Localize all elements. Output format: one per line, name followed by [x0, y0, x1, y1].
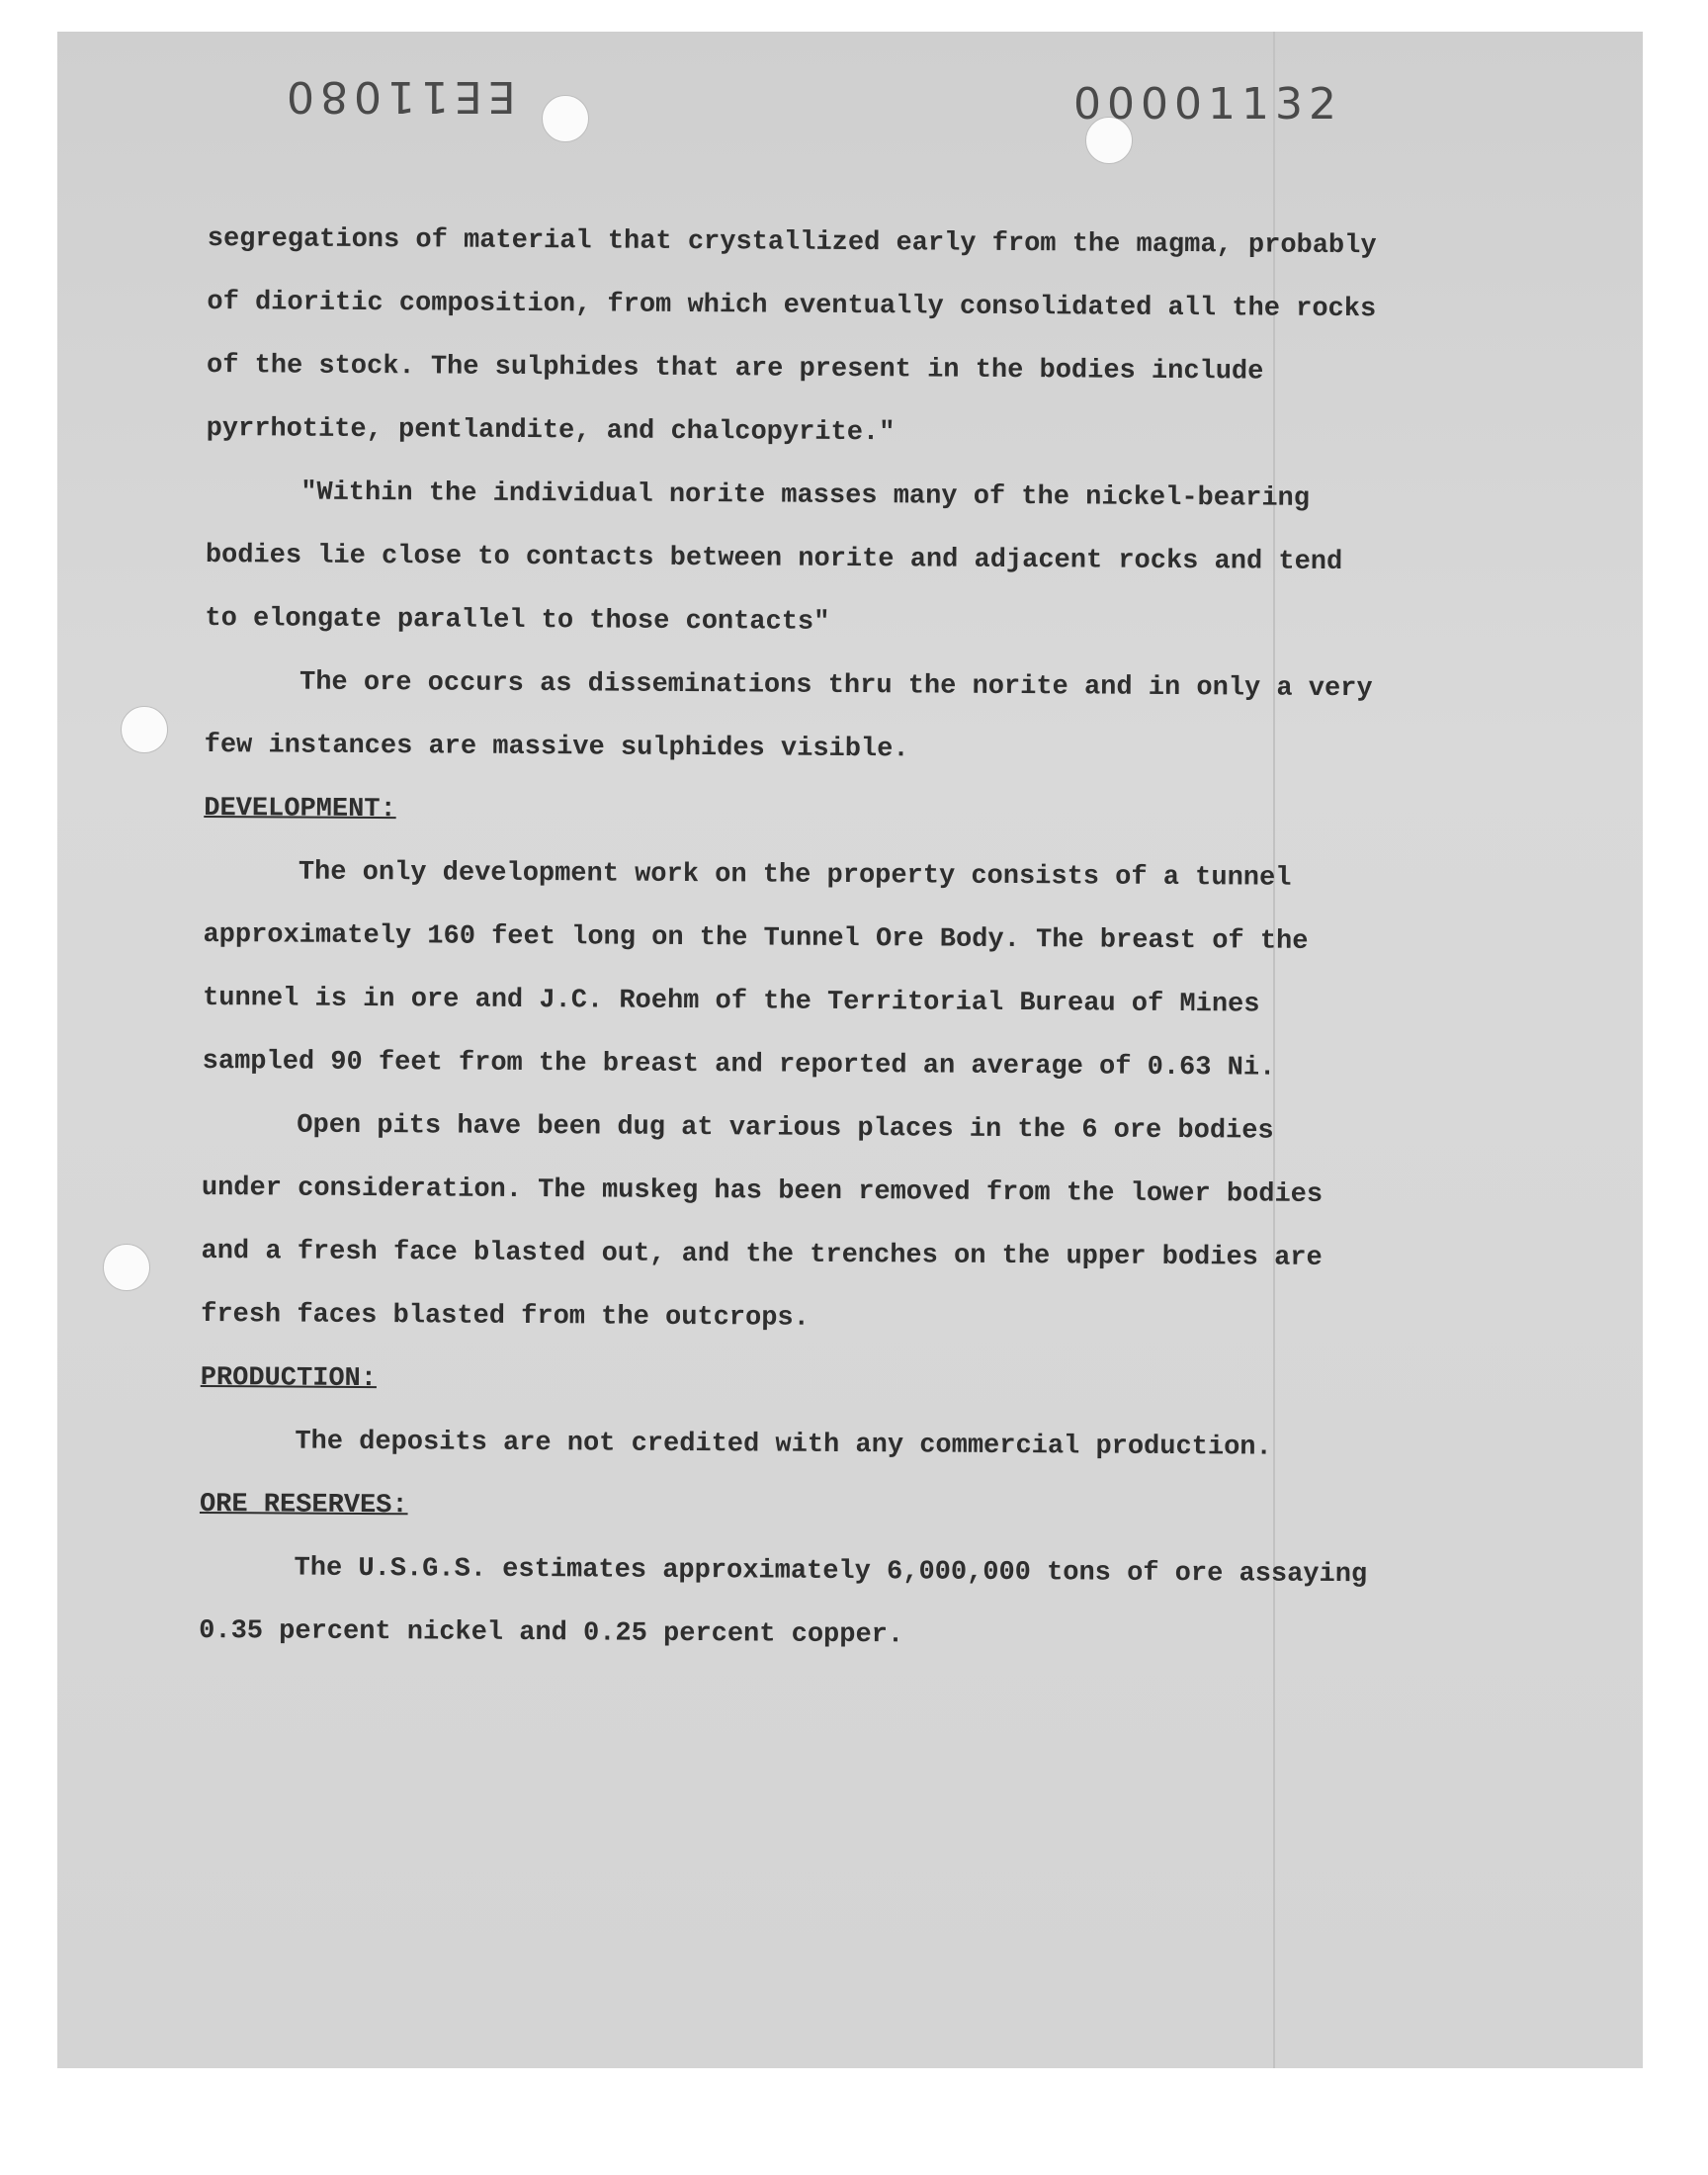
- document-body: [199, 208, 1512, 1671]
- text-line: segregations of material that crystallized early from the magma, probably: [207, 223, 1377, 262]
- section-heading-ore-reserves: ORE RESERVES:: [199, 1489, 408, 1522]
- text-line: to elongate parallel to those contacts": [205, 603, 830, 638]
- text-line: bodies lie close to contacts between norite and adjacent rocks and tend: [205, 540, 1343, 578]
- text-line: The only development work on the property consists of a tunnel: [298, 857, 1292, 894]
- text-line: few instances are massive sulphides visible.: [204, 730, 909, 765]
- punch-hole-middle: [121, 706, 168, 753]
- text-line: 0.35 percent nickel and 0.25 percent copper.: [199, 1615, 904, 1651]
- text-line: of dioritic composition, from which eventually consolidated all the rocks: [207, 287, 1377, 325]
- text-line: approximately 160 feet long on the Tunnel Ore Body. The breast of the: [203, 919, 1309, 957]
- text-line: under consideration. The muskeg has been removed from the lower bodies: [201, 1173, 1324, 1210]
- punch-hole-top-left: [542, 95, 589, 142]
- text-line: and a fresh face blasted out, and the trenches on the upper bodies are: [201, 1236, 1323, 1273]
- text-line: of the stock. The sulphides that are present in the bodies include: [206, 350, 1264, 388]
- document-number-stamp-right: 0⁠0001132: [1073, 79, 1342, 130]
- text-line: The ore occurs as disseminations thru the norite and in only a very: [299, 667, 1373, 705]
- section-heading-development: DEVELOPMENT:: [204, 793, 396, 826]
- text-line: Open pits have been dug at various places in the 6 ore bodies: [297, 1110, 1274, 1147]
- section-heading-production: PRODUCTION:: [200, 1362, 378, 1395]
- text-line: The deposits are not credited with any commercial production.: [295, 1427, 1272, 1463]
- text-line: tunnel is in ore and J.C. Roehm of the Territorial Bureau of Mines: [203, 983, 1260, 1020]
- text-line: The U.S.G.S. estimates approximately 6,000,000 tons of ore assaying: [294, 1553, 1368, 1591]
- punch-hole-lower: [103, 1244, 150, 1291]
- document-number-stamp-left: EE11080: [281, 71, 516, 122]
- text-line: pyrrhotite, pentlandite, and chalcopyrite.": [206, 413, 896, 449]
- text-line: sampled 90 feet from the breast and reported an average of 0.63 Ni.: [202, 1046, 1276, 1084]
- text-line: "Within the individual norite masses many of the nickel-bearing: [300, 478, 1311, 514]
- text-line: fresh faces blasted from the outcrops.: [201, 1299, 810, 1334]
